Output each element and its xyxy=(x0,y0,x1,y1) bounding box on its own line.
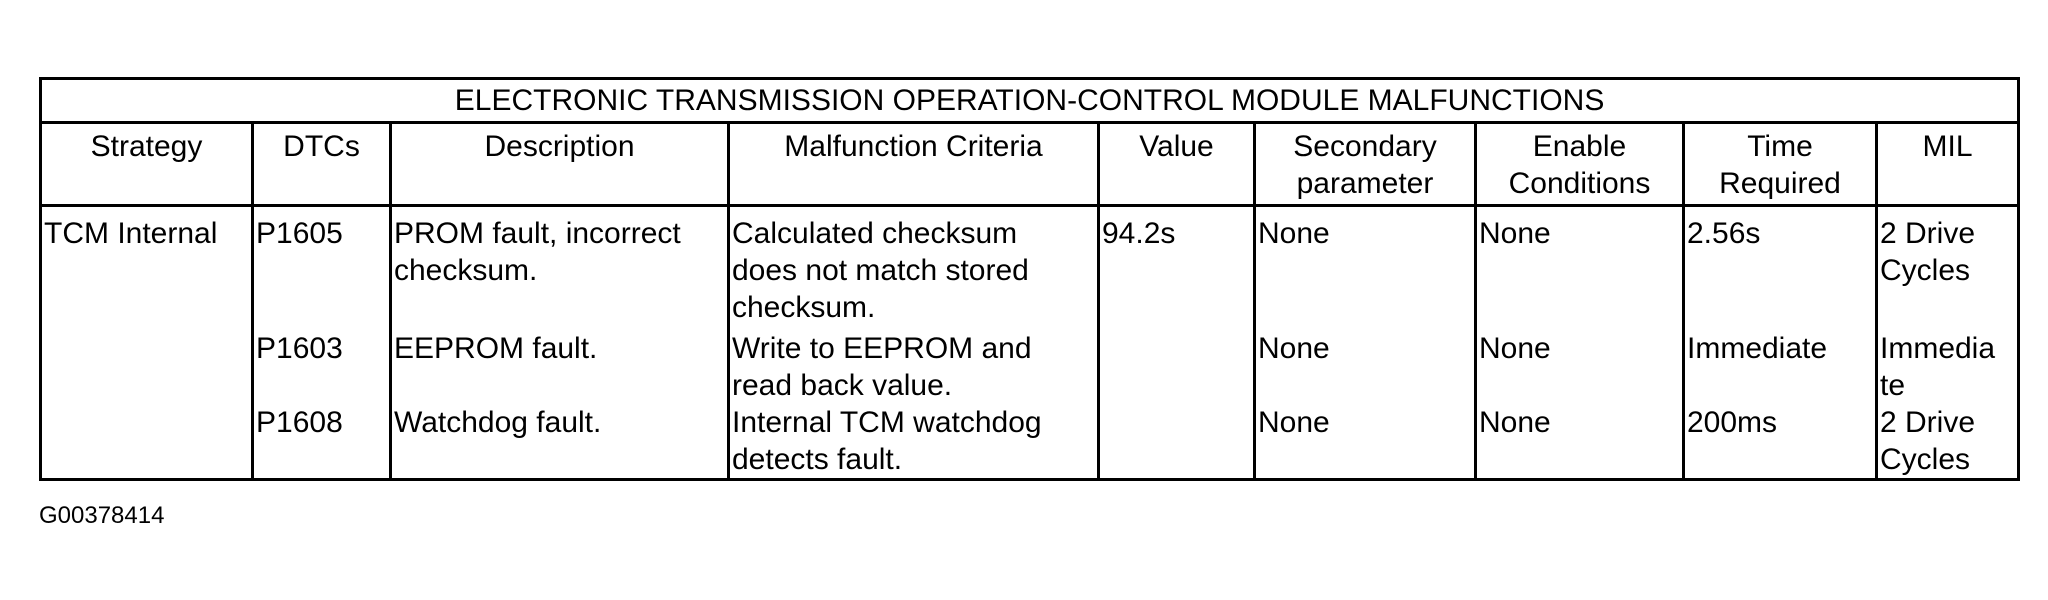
header-secondary-parameter: Secondary parameter xyxy=(1255,123,1476,206)
figure-id: G00378414 xyxy=(39,502,165,529)
header-description: Description xyxy=(391,123,729,206)
mil-cell: 2 Drive Cycles xyxy=(1877,206,2019,327)
value-cell xyxy=(1099,404,1255,480)
header-time-required: Time Required xyxy=(1684,123,1877,206)
malfunction-criteria-cell: Calculated checksum does not match stored checksum. xyxy=(729,206,1099,327)
malfunction-table-wrapper xyxy=(39,77,2020,481)
malfunction-criteria-cell: Internal TCM watchdog detects fault. xyxy=(729,404,1099,480)
malfunction-table xyxy=(39,77,2020,481)
description-cell: Watchdog fault. xyxy=(391,404,729,480)
enable-conditions-cell: None xyxy=(1476,206,1684,327)
dtc-cell: P1605 xyxy=(253,206,391,327)
header-mil: MIL xyxy=(1877,123,2019,206)
table-title: ELECTRONIC TRANSMISSION OPERATION-CONTROL MODULE MALFUNCTIONS xyxy=(41,79,2019,123)
table-row xyxy=(41,326,2019,404)
value-cell: 94.2s xyxy=(1099,206,1255,327)
description-cell: PROM fault, incorrect checksum. xyxy=(391,206,729,327)
table-title-row xyxy=(41,79,2019,123)
header-dtcs: DTCs xyxy=(253,123,391,206)
secondary-parameter-cell: None xyxy=(1255,326,1476,404)
strategy-cell: TCM Internal xyxy=(41,206,253,327)
header-value: Value xyxy=(1099,123,1255,206)
secondary-parameter-cell: None xyxy=(1255,404,1476,480)
enable-conditions-cell: None xyxy=(1476,326,1684,404)
dtc-cell: P1608 xyxy=(253,404,391,480)
header-malfunction-criteria: Malfunction Criteria xyxy=(729,123,1099,206)
secondary-parameter-cell: None xyxy=(1255,206,1476,327)
mil-cell: 2 Drive Cycles xyxy=(1877,404,2019,480)
time-required-cell: 200ms xyxy=(1684,404,1877,480)
value-cell xyxy=(1099,326,1255,404)
time-required-cell: Immediate xyxy=(1684,326,1877,404)
table-row xyxy=(41,206,2019,327)
header-strategy: Strategy xyxy=(41,123,253,206)
table-row xyxy=(41,404,2019,480)
strategy-cell xyxy=(41,404,253,480)
malfunction-criteria-cell: Write to EEPROM and read back value. xyxy=(729,326,1099,404)
dtc-cell: P1603 xyxy=(253,326,391,404)
time-required-cell: 2.56s xyxy=(1684,206,1877,327)
mil-cell: Immedia te xyxy=(1877,326,2019,404)
enable-conditions-cell: None xyxy=(1476,404,1684,480)
column-header-row xyxy=(41,123,2019,206)
description-cell: EEPROM fault. xyxy=(391,326,729,404)
header-enable-conditions: Enable Conditions xyxy=(1476,123,1684,206)
strategy-cell xyxy=(41,326,253,404)
